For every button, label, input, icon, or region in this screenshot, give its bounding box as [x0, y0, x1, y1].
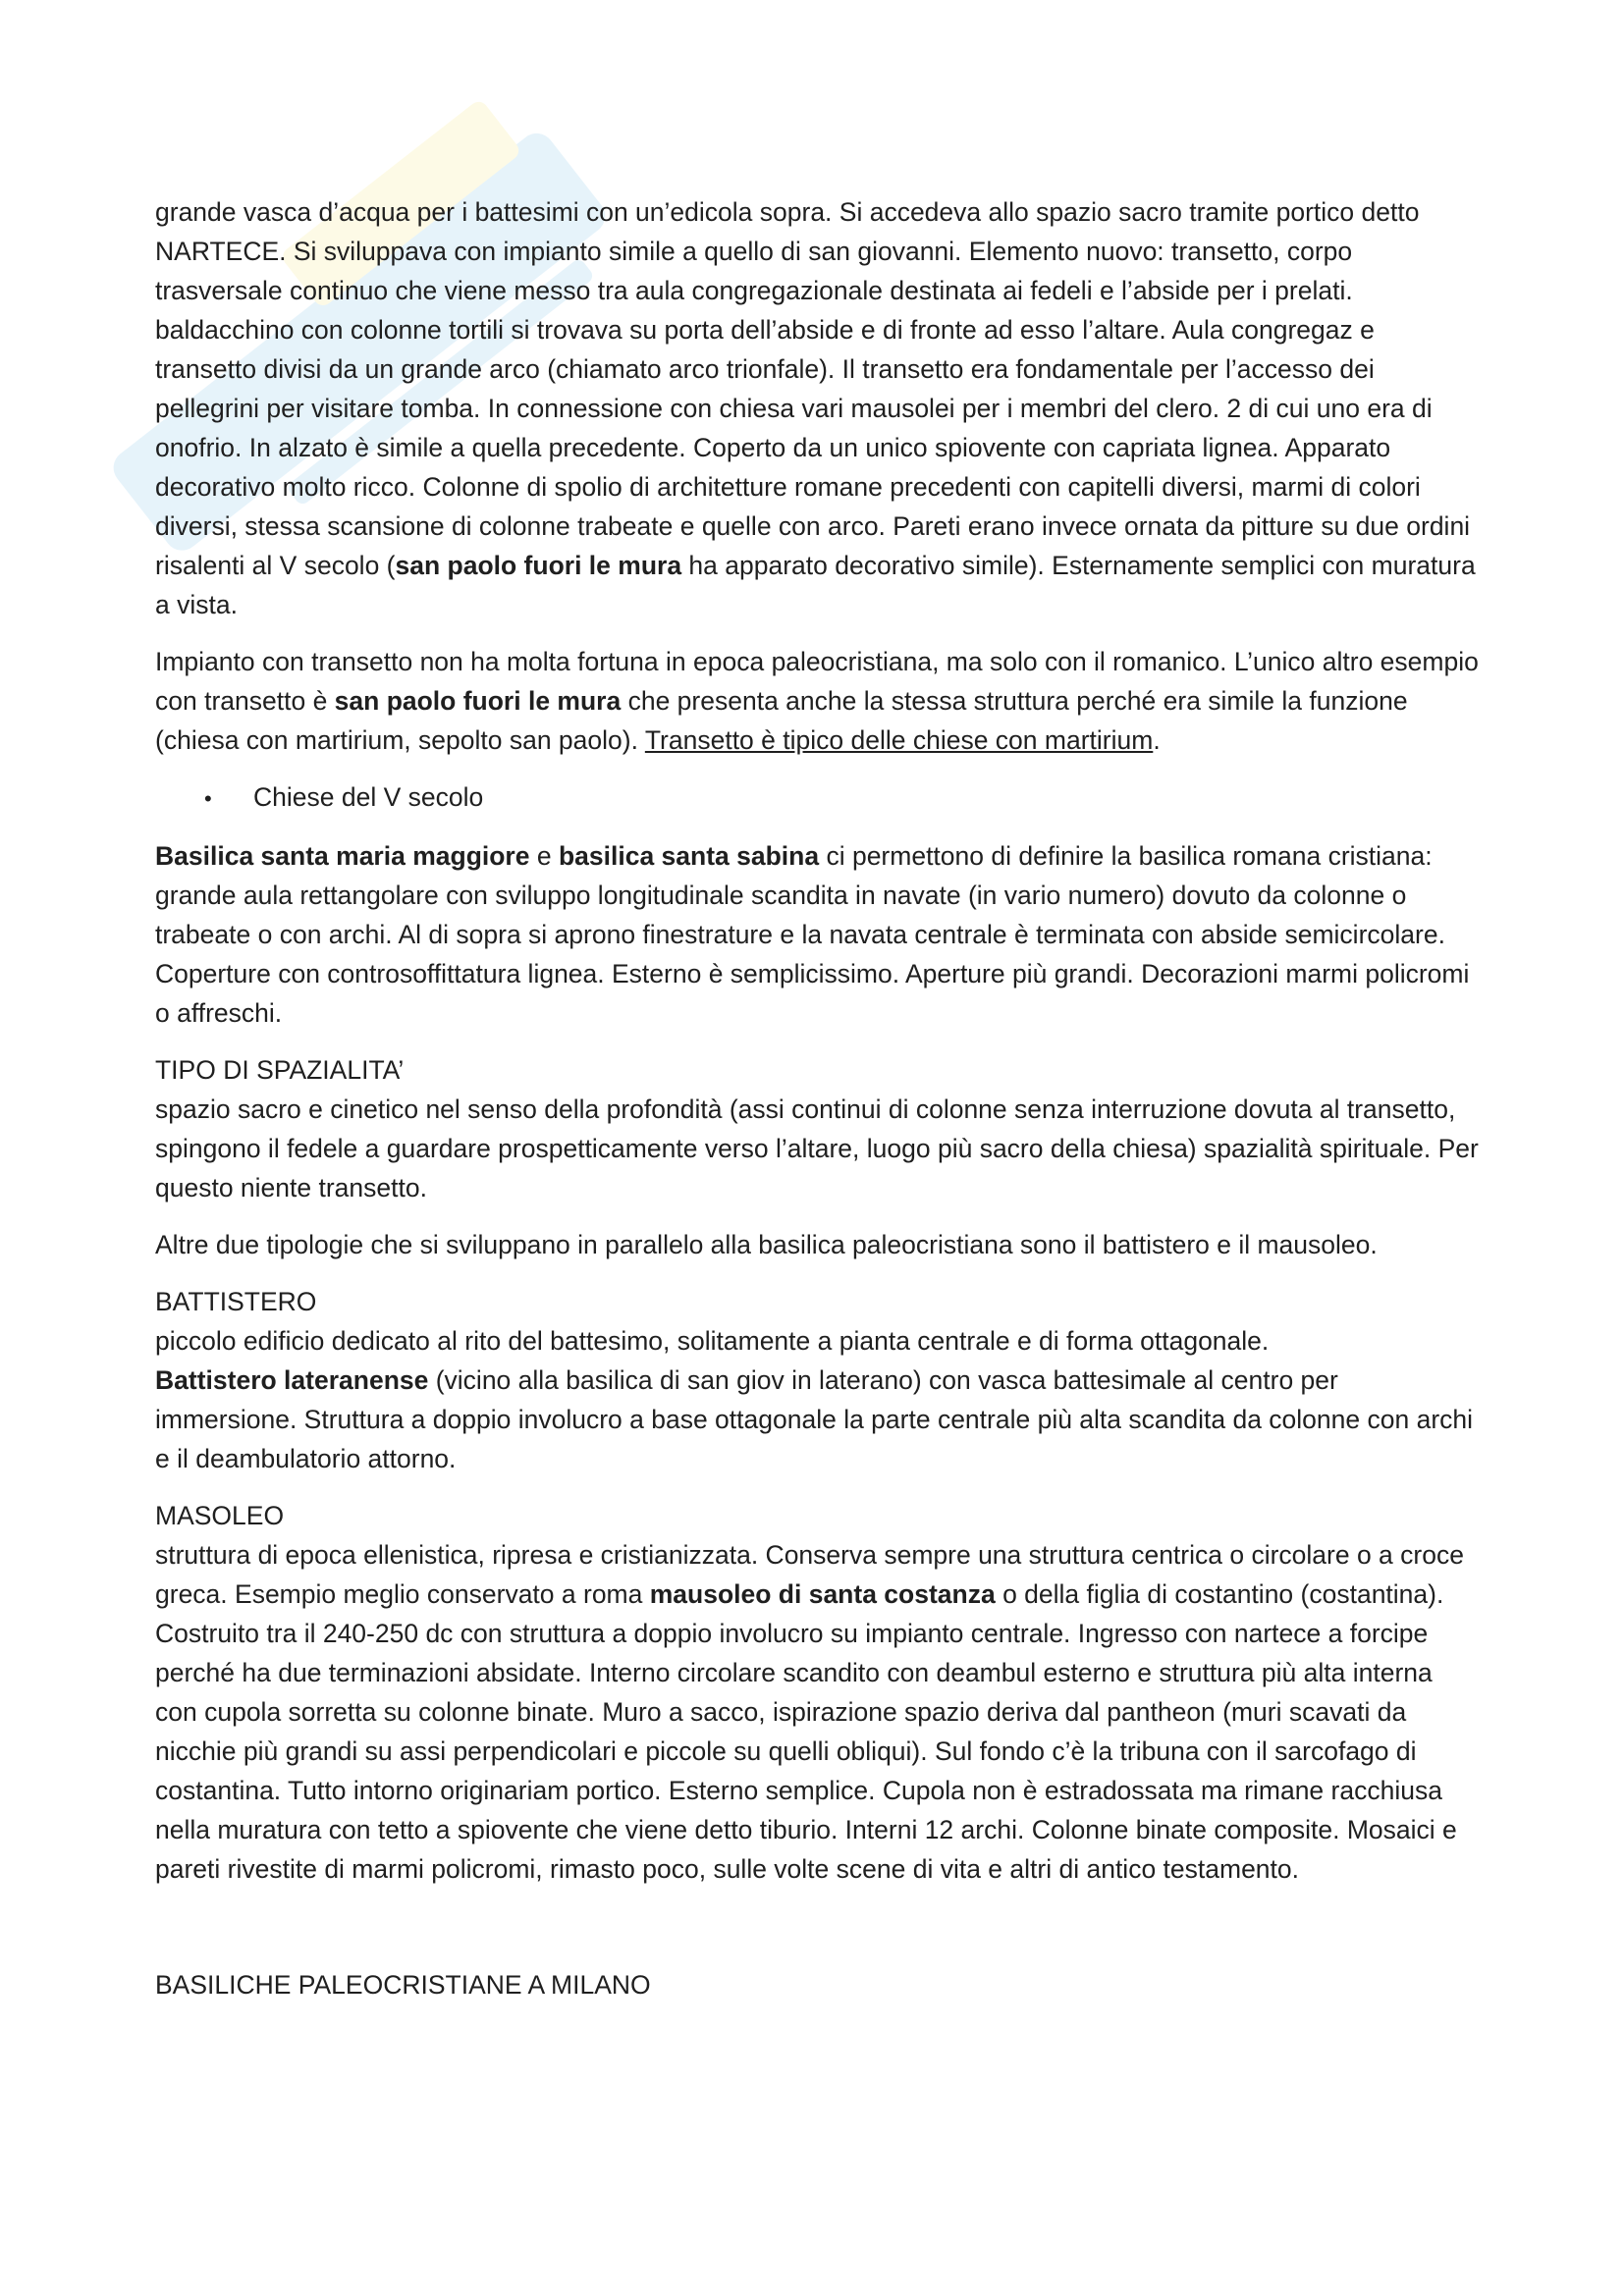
- paragraph-battistero-lateranense: Battistero lateranense (vicino alla basilica di san giov in laterano) con vasca battesimale al centro per immersione. Struttura a doppio involucro a base ottagonale la parte centrale più alta scandita da colonne con archi e il deambulatorio attorno.: [155, 1365, 1474, 1473]
- heading-masoleo: MASOLEO: [155, 1501, 285, 1530]
- paragraph-basilica-romana: Basilica santa maria maggiore e basilica santa sabina ci permettono di definire la basilica romana cristiana: grande aula rettangolare con sviluppo longitudinale scandita in navate (in vario numero) dovuto da colonne o trabeate o con archi. Al di sopra si aprono finestrature e la navata centrale è terminata con abside semicircolare. Coperture con controsoffittatura lignea. Esterno è semplicissimo. Aperture più grandi. Decorazioni marmi policromi o affreschi.: [155, 841, 1470, 1028]
- paragraph-spazialita: spazio sacro e cinetico nel senso della profondità (assi continui di colonne senza interruzione dovuta al transetto, spingono il fedele a guardare prospetticamente verso l’altare, luogo più sacro della chiesa) spazialità spirituale. Per questo niente transetto.: [155, 1095, 1479, 1202]
- bold-santa-sabina: basilica santa sabina: [558, 841, 820, 871]
- bold-battistero-lateranense: Battistero lateranense: [155, 1365, 429, 1395]
- bullet-dot-icon: •: [204, 786, 212, 811]
- paragraph-transetto: Impianto con transetto non ha molta fortuna in epoca paleocristiana, ma solo con il romanico. L’unico altro esempio con transetto è san paolo fuori le mura che presenta anche la stessa struttura perché era simile la funzione (chiesa con martirium, sepolto san paolo). Transetto è tipico delle chiese con martirium.: [155, 647, 1479, 755]
- paragraph-mausoleo: struttura di epoca ellenistica, ripresa e cristianizzata. Conserva sempre una struttura centrica o circolare o a croce greca. Esempio meglio conservato a roma mausoleo di santa costanza o della figlia di costantino (costantina). Costruito tra il 240-250 dc con struttura a doppio involucro su impianto centrale. Ingresso con nartece a forcipe perché ha due terminazioni absidate. Interno circolare scandito con deambul esterno e struttura più alta interna con cupola sorretta su colonne binate. Muro a sacco, ispirazione spazio deriva dal pantheon (muri scavati da nicchie più grandi su assi perpendicolari e piccole su quelli obliqui). Sul fondo c’è la tribuna con il sarcofago di costantina. Tutto intorno originariam portico. Esterno semplice. Cupola non è estradossata ma rimane racchiusa nella muratura con tetto a spiovente che viene detto tiburio. Interni 12 archi. Colonne binate composite. Mosaici e pareti rivestite di marmi policromi, rimasto poco, sulle volte scene di vita e altri di antico testamento.: [155, 1540, 1464, 1884]
- paragraph-battistero-def: piccolo edificio dedicato al rito del battesimo, solitamente a pianta centrale e di forma ottagonale.: [155, 1326, 1270, 1356]
- bullet-text: Chiese del V secolo: [253, 782, 484, 812]
- bullet-item-chiese-v-secolo: [155, 777, 1481, 819]
- paragraph-tipologie: Altre due tipologie che si sviluppano in parallelo alla basilica paleocristiana sono il battistero e il mausoleo.: [155, 1230, 1378, 1259]
- heading-tipo-spazialita: TIPO DI SPAZIALITA’: [155, 1055, 405, 1085]
- underlined-martirium: Transetto è tipico delle chiese con martirium: [644, 725, 1154, 755]
- document-body: [155, 192, 1481, 2022]
- bold-santa-costanza: mausoleo di santa costanza: [649, 1579, 996, 1609]
- paragraph-basilica-san-pietro: grande vasca d’acqua per i battesimi con un’edicola sopra. Si accedeva allo spazio sacro tramite portico detto NARTECE. Si sviluppava con impianto simile a quello di san giovanni. Elemento nuovo: transetto, corpo trasversale continuo che viene messo tra aula congregazionale destinata ai fedeli e l’abside per i prelati. baldacchino con colonne tortili si trovava su porta dell’abside e di fronte ad esso l’altare. Aula congregaz e transetto divisi da un grande arco (chiamato arco trionfale). Il transetto era fondamentale per l’accesso dei pellegrini per visitare tomba. In connessione con chiesa vari mausolei per i membri del clero. 2 di cui uno era di onofrio. In alzato è simile a quella precedente. Coperto da un unico spiovente con capriata lignea. Apparato decorativo molto ricco. Colonne di spolio di architetture romane precedenti con capitelli diversi, marmi di colori diversi, stessa scansione di colonne trabeate e quelle con arco. Pareti erano invece ornata da pitture su due ordini risalenti al V secolo (san paolo fuori le mura ha apparato decorativo simile). Esternamente semplici con muratura a vista.: [155, 197, 1476, 619]
- heading-basiliche-milano: BASILICHE PALEOCRISTIANE A MILANO: [155, 1970, 651, 2000]
- bold-san-paolo-2: san paolo fuori le mura: [334, 686, 622, 716]
- heading-battistero: BATTISTERO: [155, 1287, 317, 1316]
- bold-santa-maria-maggiore: Basilica santa maria maggiore: [155, 841, 530, 871]
- spacer: [155, 1906, 1481, 1965]
- bold-san-paolo: san paolo fuori le mura: [395, 551, 682, 580]
